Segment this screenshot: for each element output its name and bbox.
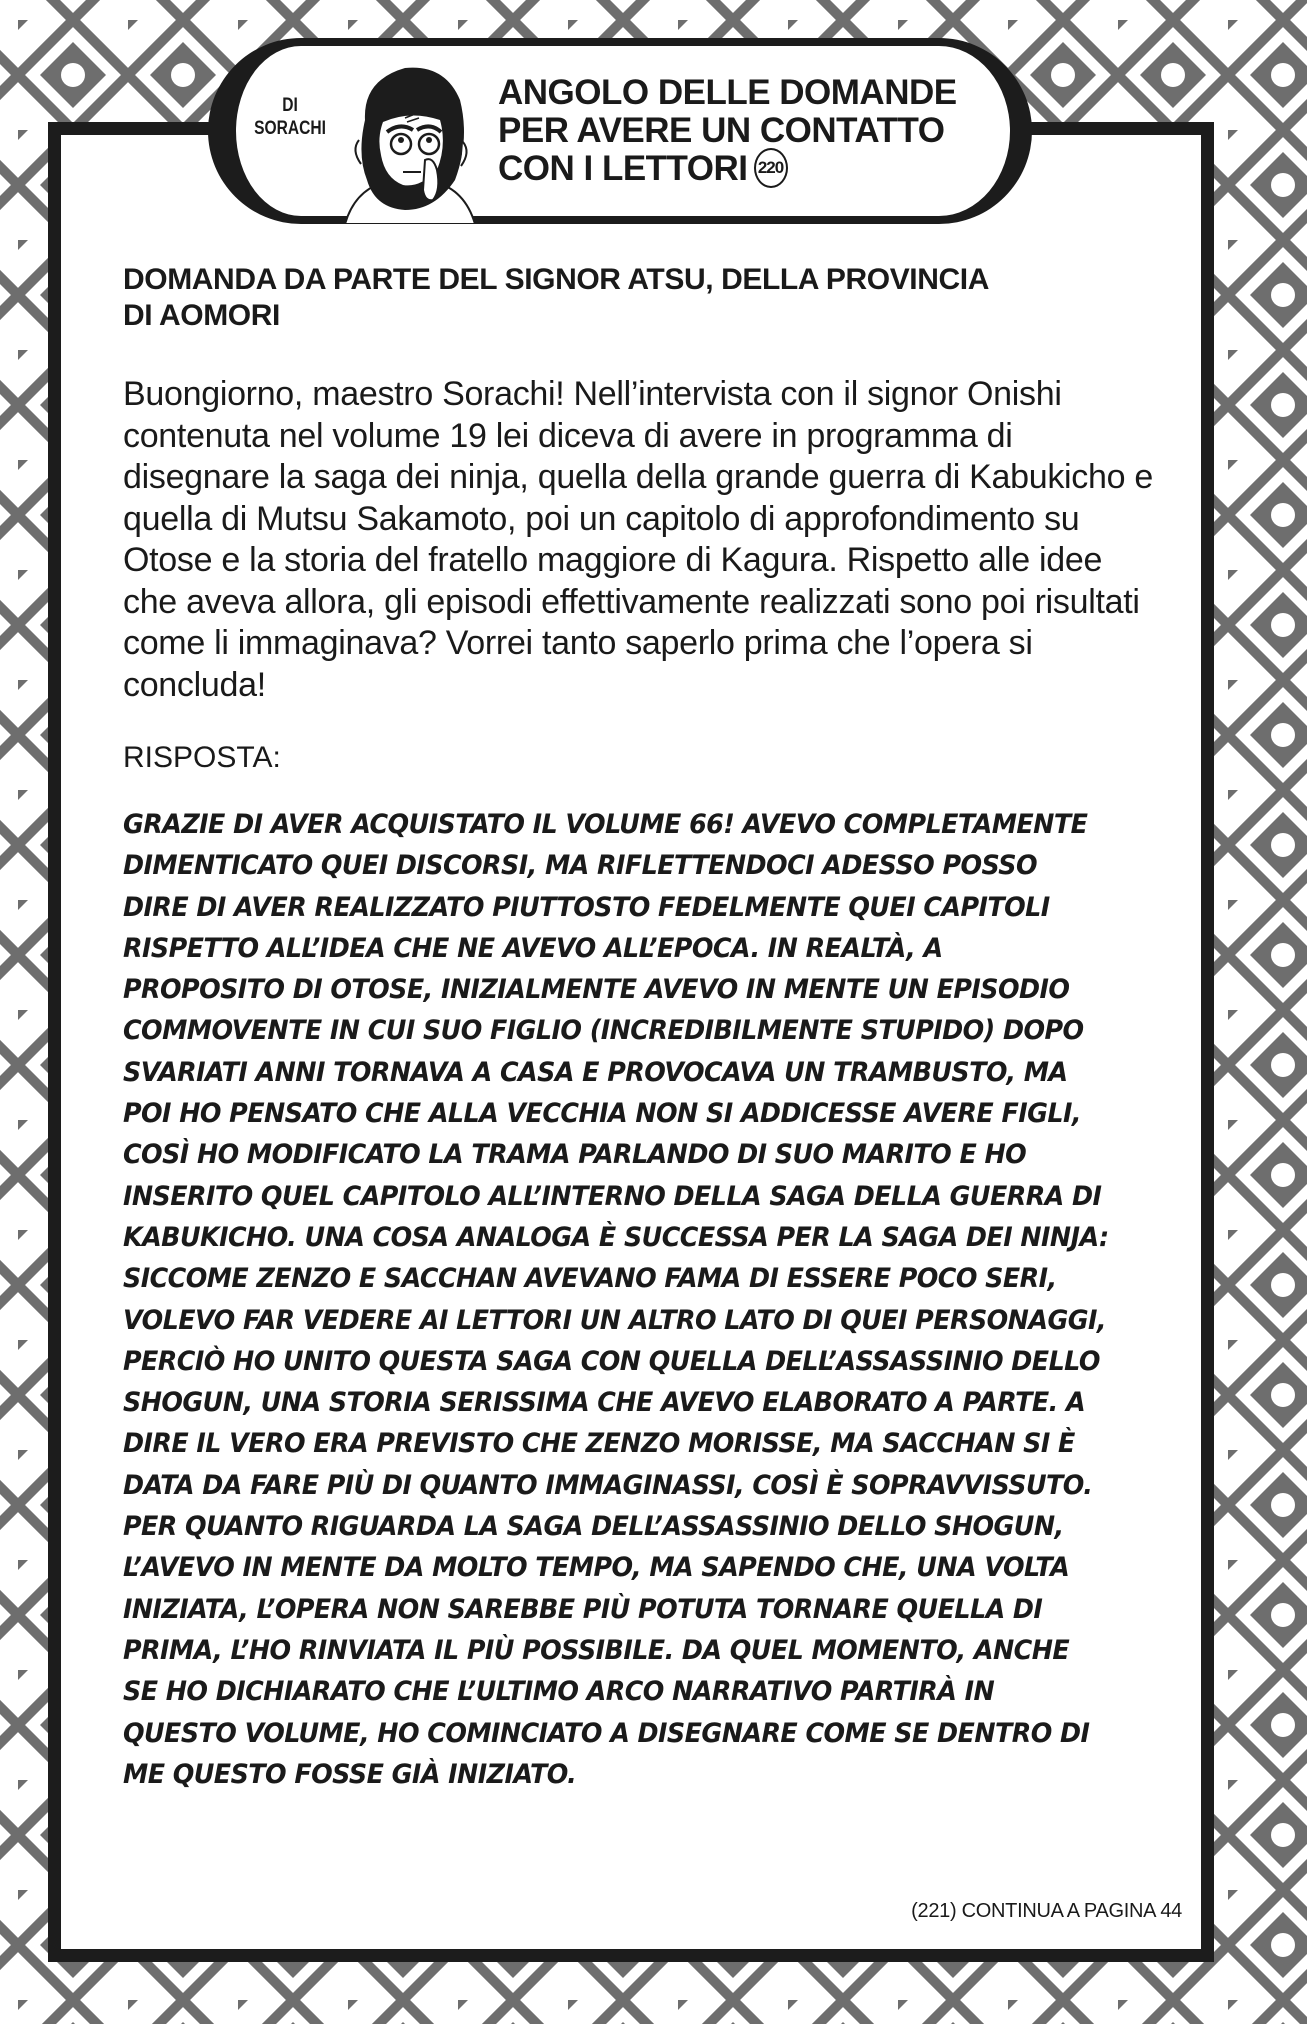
author-byline xyxy=(254,94,326,140)
answer-body: GRAZIE DI AVER ACQUISTATO IL VOLUME 66! AVEVO COMPLETAMENTE DIMENTICATO QUEI DISCORSI, MA RIFLETTENDOCI ADESSO POSSO DIRE DI AVER REALIZZATO PIUTTOSTO FEDELMENTE QUEI CAPITOLI RISPETTO ALL’IDEA CHE NE AVEVO ALL’EPOCA. IN REALTÀ, A PROPOSITO DI OTOSE, INIZIALMENTE AVEVO IN MENTE UN EPISODIO COMMOVENTE IN CUI SUO FIGLIO (INCREDIBILMENTE STUPIDO) DOPO SVARIATI ANNI TORNAVA A CASA E PROVOCAVA UN TRAMBUSTO, MA POI HO PENSATO CHE ALLA VECCHIA NON SI ADDICESSE AVERE FIGLI, COSÌ HO MODIFICATO LA TRAMA PARLANDO DI SUO MARITO E HO INSERITO QUEL CAPITOLO ALL’INTERNO DELLA SAGA DELLA GUERRA DI KABUKICHO. UNA COSA ANALOGA È SUCCESSA PER LA SAGA DEI NINJA: SICCOME ZENZO E SACCHAN AVEVANO FAMA DI ESSERE POCO SERI, VOLEVO FAR VEDERE AI LETTORI UN ALTRO LATO DI QUEI PERSONAGGI, PERCIÒ HO UNITO QUESTA SAGA CON QUELLA DELL’ASSASSINIO DELLO SHOGUN, UNA STORIA SERISSIMA CHE AVEVO ELABORATO A PARTE. A DIRE IL VERO ERA PREVISTO CHE ZENZO MORISSE, MA SACCHAN SI È DATA DA FARE PIÙ DI QUANTO IMMAGINASSI, COSÌ È SOPRAVVISSUTO. PER QUANTO RIGUARDA LA SAGA DELL’ASSASSINIO DELLO SHOGUN, L’AVEVO IN MENTE DA MOLTO TEMPO, MA SAPENDO CHE, UNA VOLTA INIZIATA, L’OPERA NON SAREBBE PIÙ POTUTA TORNARE QUELLA DI PRIMA, L’HO RINVIATA IL PIÙ POSSIBILE. DA QUEL MOMENTO, ANCHE SE HO DICHIARATO CHE L’ULTIMO ARCO NARRATIVO PARTIRÀ IN QUESTO VOLUME, HO COMINCIATO A DISEGNARE COME SE DENTRO DI ME QUESTO FOSSE GIÀ INIZIATO. xyxy=(123,809,1109,1790)
question-heading: DOMANDA DA PARTE DEL SIGNOR ATSU, DELLA PROVINCIA DI AOMORI xyxy=(123,263,988,332)
question-body: Buongiorno, maestro Sorachi! Nell’intervista con il signor Onishi contenuta nel volume 19 lei diceva di avere in programma di disegnare la saga dei ninja, quella della grande guerra di Kabukicho e quella di Mutsu Sakamoto, poi un capitolo di approfondimento su Otose e la storia del fratello maggiore di Kagura. Rispetto alle idee che aveva allora, gli episodi effettivamente realizzati sono poi risultati come li immaginava? Vorrei tanto saperlo prima che l’opera si concluda! xyxy=(123,375,1153,704)
title-line-3-text: CON I LETTORI xyxy=(498,149,748,188)
episode-number-badge: 220 xyxy=(754,148,788,188)
qa-content xyxy=(123,262,1183,1822)
title-line-1: ANGOLO DELLE DOMANDE xyxy=(498,73,957,112)
title-line-3 xyxy=(498,150,1018,191)
sorachi-gorilla-portrait-icon xyxy=(325,60,495,224)
byline-sorachi: SORACHI xyxy=(254,118,326,139)
page-title xyxy=(498,74,1018,191)
byline-di: DI xyxy=(282,95,298,116)
title-line-2: PER AVERE UN CONTATTO xyxy=(498,111,945,150)
continuation-note: (221) CONTINUA A PAGINA 44 xyxy=(911,1900,1182,1922)
answer-label: RISPOSTA: xyxy=(123,741,281,774)
